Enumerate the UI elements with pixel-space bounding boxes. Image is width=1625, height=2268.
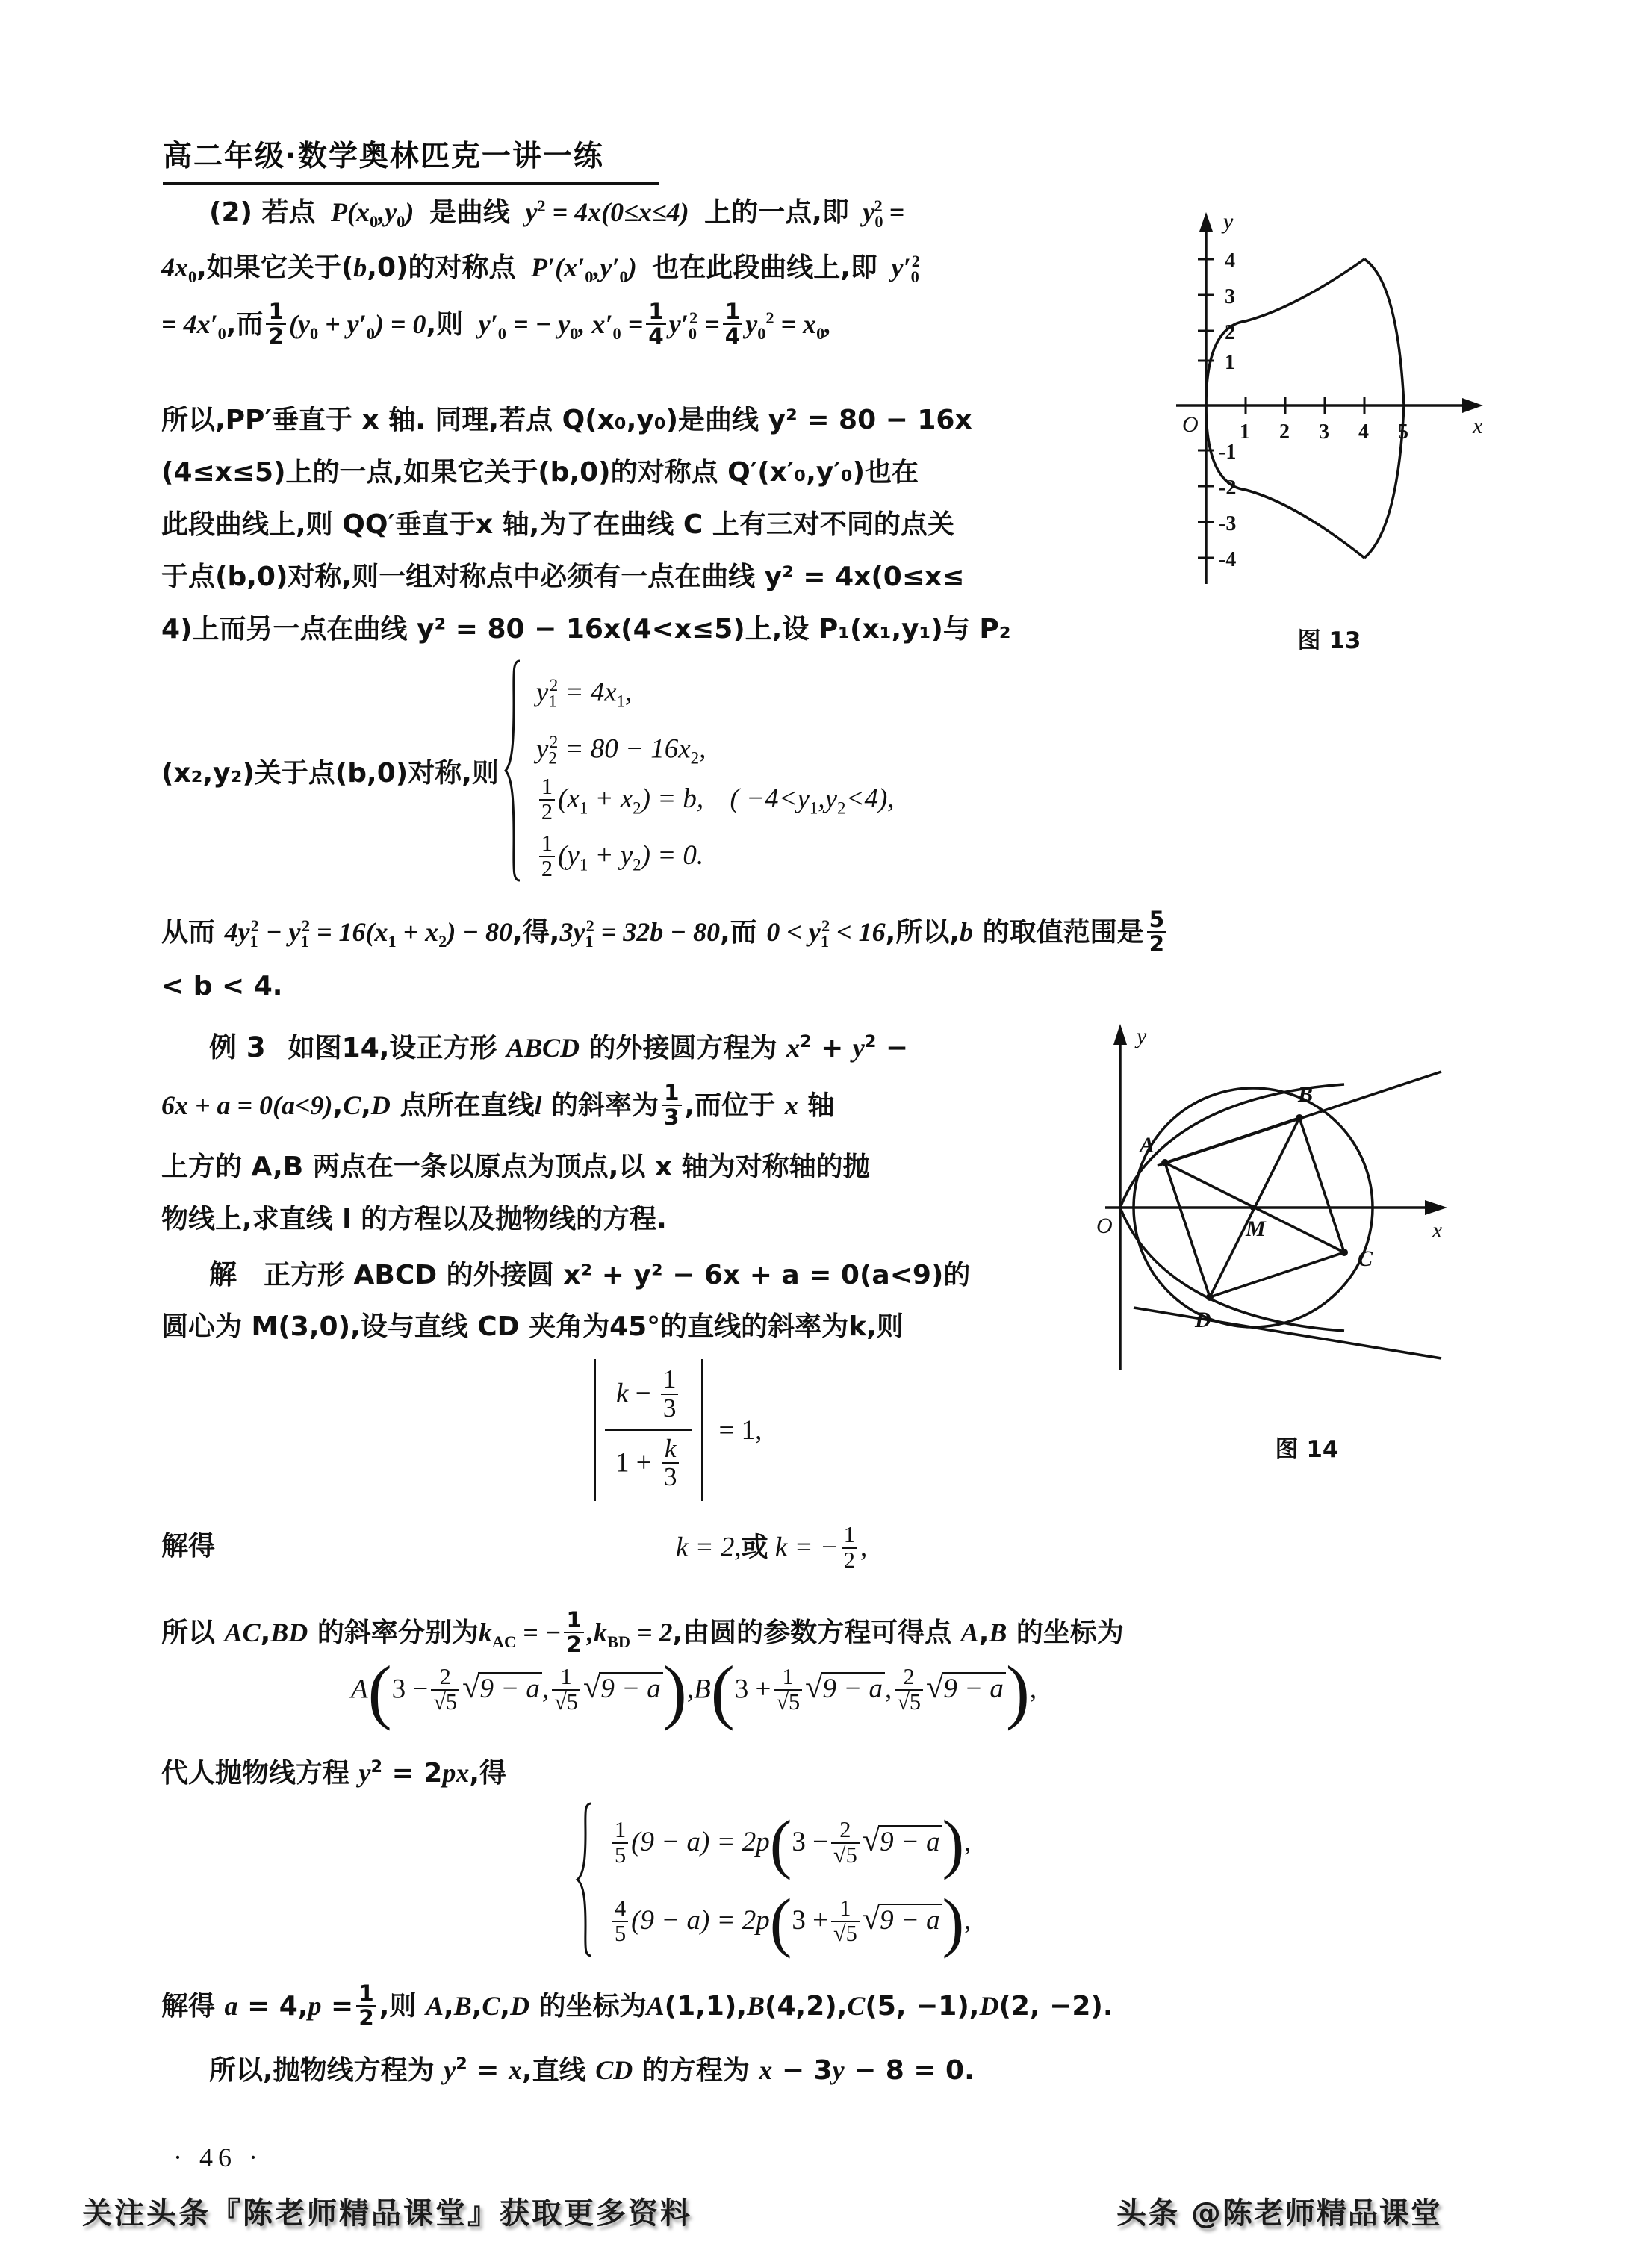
header-title: 高二年级·数学奥林匹克一讲一练 bbox=[163, 140, 604, 173]
svg-text:2: 2 bbox=[1225, 321, 1235, 344]
math-run: k = 2, bbox=[676, 1532, 742, 1563]
paragraph-line: 于点(b,0)对称,则一组对称点中必须有一点在曲线 y² = 4x(0≤x≤ bbox=[161, 562, 965, 592]
svg-text:-3: -3 bbox=[1219, 512, 1237, 535]
math-run: $y_0^2 = x_0$, bbox=[745, 308, 832, 344]
fraction: $\frac{1}{√5}$ bbox=[831, 1897, 860, 1946]
sqrt: √9 − a bbox=[805, 1669, 885, 1706]
nested-fraction bbox=[605, 1364, 692, 1494]
text-run: 也在此段曲线上,即 bbox=[652, 252, 877, 283]
fraction: $\frac{1}{2}$ bbox=[539, 775, 555, 824]
system-rows bbox=[536, 657, 895, 884]
svg-text:x: x bbox=[1473, 414, 1483, 438]
paragraph-line: (4≤x≤5)上的一点,如果它关于(b,0)的对称点 Q′(x′₀,y′₀)也在 bbox=[161, 457, 919, 488]
system-row: $\frac{1}{2}$ $(y_1 + y_2) = 0$. bbox=[536, 827, 895, 884]
text-run: 代人抛物线方程 $y^2 = 2px$,得 bbox=[161, 1757, 507, 1789]
text-run: ,而 bbox=[226, 308, 264, 340]
system-row: $\frac{4}{5}$ (9 − a) = 2p(3 + $\frac{1}{√5}$ √9 − a), bbox=[609, 1880, 971, 1958]
paragraph-line: 此段曲线上,则 QQ′垂直于x 轴,为了在曲线 C 上有三对不同的点关 bbox=[161, 509, 954, 540]
svg-text:4: 4 bbox=[1358, 420, 1369, 444]
paragraph-line bbox=[161, 299, 832, 349]
paragraph-line bbox=[161, 1080, 835, 1131]
paragraph-line: 圆心为 M(3,0),设与直线 CD 夹角为45°的直线的斜率为k,则 bbox=[161, 1311, 904, 1342]
svg-text:y: y bbox=[1137, 1024, 1147, 1048]
left-brace bbox=[575, 1801, 594, 1958]
svg-text:-4: -4 bbox=[1219, 548, 1237, 571]
solve-label: 解得 bbox=[161, 1531, 216, 1562]
svg-text:O: O bbox=[1096, 1214, 1113, 1238]
math-run: 4x bbox=[161, 252, 188, 282]
svg-text:M: M bbox=[1246, 1217, 1266, 1241]
fraction: $\frac{2}{√5}$ bbox=[431, 1665, 459, 1715]
fraction: $\frac{1}{2}$ bbox=[356, 1982, 376, 2030]
fraction-denominator: 1 + $\frac{k}{3}$ bbox=[605, 1429, 692, 1494]
svg-text:-2: -2 bbox=[1219, 476, 1237, 500]
text-run: ,所以,b 的取值范围是 bbox=[885, 916, 1144, 948]
text-run: ,由圆的参数方程可得点 A,B 的坐标为 bbox=[672, 1617, 1124, 1648]
fraction: $\frac{1}{2}$ bbox=[842, 1523, 857, 1573]
paragraph-line: 上方的 A,B 两点在一条以原点为顶点,以 x 轴为对称轴的抛 bbox=[161, 1152, 870, 1182]
text-run: ,而 bbox=[720, 916, 757, 948]
paragraph-line: 所以 AC,BD 的斜率分别为$k_{AC}$ = − $\frac{1}{2}$ $,k_{BD} = 2$,由圆的参数方程可得点 A,B 的坐标为 bbox=[161, 1607, 1124, 1657]
fraction-numerator: k − $\frac{1}{3}$ bbox=[605, 1367, 692, 1429]
figure-14-caption: 图 14 bbox=[1275, 1436, 1339, 1463]
svg-text:3: 3 bbox=[1319, 420, 1329, 444]
fraction: $\frac{1}{2}$ bbox=[539, 832, 555, 881]
fraction: $\frac{1}{4}$ bbox=[723, 300, 743, 348]
fraction: $\frac{5}{2}$ bbox=[1147, 908, 1167, 956]
text-run: (2) 若点 bbox=[209, 197, 316, 228]
svg-text:y: y bbox=[1223, 209, 1234, 234]
header-underline bbox=[163, 182, 659, 185]
equation-system-1 bbox=[161, 657, 895, 884]
svg-text:B: B bbox=[1298, 1082, 1314, 1107]
system-condition: ( $-4<y_1,y_2<4$), bbox=[730, 783, 895, 818]
sqrt: √9 − a bbox=[583, 1669, 663, 1706]
paragraph-line: < b < 4. bbox=[161, 971, 283, 1001]
absolute-value-equation bbox=[594, 1359, 762, 1501]
text-run: 所以,抛物线方程为 $y^2 = x$,直线 CD 的方程为 x − 3y − 8 = 0. bbox=[209, 2054, 975, 2086]
solve-equation: k = 2,或 k = − $\frac{1}{2}$ , bbox=[676, 1522, 868, 1573]
svg-text:1: 1 bbox=[1240, 420, 1250, 444]
fraction: $\frac{2}{√5}$ bbox=[831, 1818, 860, 1868]
fraction: $\frac{1}{2}$ bbox=[564, 1609, 584, 1656]
paragraph-line: $4x_0$,如果它关于(b,0)的对称点 $P'(x'_0,y'_0)$ 也在此段曲线上,即 $y'_0^2$ bbox=[161, 246, 925, 287]
text-run: 上的一点,即 bbox=[704, 197, 849, 228]
paragraph-line: 4)上而另一点在曲线 y² = 80 − 16x(4<x≤5)上,设 P₁(x₁,y₁)与 P₂ bbox=[161, 614, 1011, 644]
text-run: ,而位于 x 轴 bbox=[684, 1090, 835, 1121]
sqrt: √9 − a bbox=[863, 1801, 942, 1881]
paragraph-line: 所以,PP′垂直于 x 轴. 同理,若点 Q(x₀,y₀)是曲线 y² = 80 − 16x bbox=[161, 405, 972, 435]
solution-line bbox=[209, 1252, 970, 1292]
solution-label: 解 bbox=[209, 1258, 237, 1290]
example-label: 例 3 bbox=[209, 1031, 266, 1063]
point-label-b: B bbox=[694, 1674, 711, 1705]
svg-text:A: A bbox=[1140, 1133, 1155, 1158]
abs-bar-left bbox=[594, 1359, 596, 1501]
fraction: $\frac{1}{√5}$ bbox=[552, 1665, 580, 1715]
text-run: 3 − bbox=[391, 1674, 429, 1705]
text-run: 如图14,设正方形 ABCD 的外接圆方程为 $x^2 + y^2$ − bbox=[288, 1032, 909, 1063]
example-3-line bbox=[209, 1025, 908, 1065]
text-run: 解得 a = 4,p = bbox=[161, 1990, 354, 2022]
sqrt: √9 − a bbox=[863, 1880, 942, 1960]
math-run: $4y_1^2 - y_1^2 = 16(x_1 + x_2) - 80$ bbox=[224, 916, 513, 951]
svg-text:-1: -1 bbox=[1219, 441, 1237, 464]
equation-rhs: = 1, bbox=[718, 1414, 762, 1446]
fraction: $\frac{1}{√5}$ bbox=[774, 1665, 802, 1715]
figure-14-diagram bbox=[1068, 1004, 1546, 1423]
fraction: $\frac{1}{2}$ bbox=[266, 300, 286, 348]
paragraph-line: 物线上,求直线 l 的方程以及抛物线的方程. bbox=[161, 1204, 667, 1234]
math-run: $y^2 = 4x(0\le x\le 4)$ bbox=[525, 196, 689, 227]
math-run: 6x + a = 0(a<9) bbox=[161, 1090, 333, 1120]
paragraph-line bbox=[161, 907, 1169, 957]
svg-text:1: 1 bbox=[1225, 351, 1235, 374]
fraction: $\frac{1}{5}$ bbox=[612, 1818, 628, 1868]
text-run: ,如果它关于(b,0)的对称点 bbox=[196, 252, 516, 283]
fraction: $\frac{2}{√5}$ bbox=[895, 1665, 923, 1715]
text-run: 是曲线 bbox=[429, 197, 510, 228]
math-run: $y'_0$ = − $y_0$, $x'_0$ = bbox=[478, 308, 644, 344]
figure-13 bbox=[1135, 196, 1523, 659]
svg-text:x: x bbox=[1432, 1218, 1443, 1243]
page-header bbox=[163, 133, 1432, 180]
paragraph-line bbox=[209, 2049, 975, 2087]
ab-coordinates: A(3 − $\frac{2}{√5}$ √9 − a, $\frac{1}{√5}$ √9 − a),B(3 + $\frac{1}{√5}$ √9 − a, $\frac{2}{√5}$ √9 − a), bbox=[351, 1650, 1037, 1731]
left-brace bbox=[503, 659, 523, 883]
system-row: $\frac{1}{2}$ $(x_1 + x_2) = b$, ( $-4<y_1,y_2<4$), bbox=[536, 771, 895, 827]
svg-text:4: 4 bbox=[1225, 249, 1235, 273]
math-run: $0 < y_1^2 < 16$ bbox=[766, 916, 886, 951]
math-run: $y'_0^2$ = bbox=[668, 308, 720, 344]
figure-14 bbox=[1068, 1004, 1546, 1482]
fraction: $\frac{1}{4}$ bbox=[646, 300, 666, 348]
page-number: · 46 · bbox=[173, 2143, 263, 2172]
watermark-left: 关注头条『陈老师精品课堂』获取更多资料 bbox=[82, 2196, 692, 2231]
svg-text:5: 5 bbox=[1398, 420, 1408, 444]
math-run: $y_0^2$ = bbox=[863, 196, 905, 232]
text-run: ,得, bbox=[512, 916, 560, 948]
sqrt: √9 − a bbox=[462, 1669, 542, 1706]
text-run: ,则 A,B,C,D 的坐标为A(1,1),B(4,2),C(5, −1),D(2, −2). bbox=[379, 1990, 1113, 2022]
paragraph-line bbox=[209, 191, 909, 232]
paragraph-line bbox=[161, 1980, 1113, 2031]
math-run: = $4x'_0$ bbox=[161, 308, 226, 344]
svg-text:C: C bbox=[1358, 1246, 1373, 1271]
paragraph-line bbox=[161, 1752, 506, 1790]
system-row: $y_2^2 = 80 - 16x_2$, bbox=[535, 733, 706, 768]
system-row: $y_1^2 = 4x_1$, bbox=[535, 676, 633, 711]
math-run: $P'(x'_0,y'_0)$ bbox=[531, 252, 637, 287]
system-lead: (x₂,y₂)关于点(b,0)对称,则 bbox=[161, 757, 499, 789]
math-run: k = − bbox=[768, 1532, 839, 1563]
watermark-right: 头条 @陈老师精品课堂 bbox=[1116, 2196, 1442, 2231]
point-label-a: A bbox=[351, 1674, 368, 1705]
math-run: $P(x_0,y_0)$ bbox=[331, 197, 414, 232]
math-run: $y'_0^2$ bbox=[891, 252, 920, 287]
svg-text:2: 2 bbox=[1279, 420, 1290, 444]
svg-text:3: 3 bbox=[1225, 285, 1235, 308]
text-run: 从而 bbox=[161, 916, 216, 948]
system-row: $\frac{1}{5}$ (9 − a) = 2p(3 − $\frac{2}{√5}$ √9 − a), bbox=[609, 1801, 971, 1880]
text-run: ,C,D 点所在直线l 的斜率为 bbox=[332, 1090, 659, 1121]
fraction: $\frac{1}{3}$ bbox=[662, 1081, 682, 1129]
figure-13-caption: 图 13 bbox=[1297, 627, 1361, 654]
text-run: 正方形 ABCD 的外接圆 x² + y² − 6x + a = 0(a<9)的 bbox=[264, 1260, 971, 1290]
text-run: ,则 bbox=[426, 308, 464, 340]
svg-text:O: O bbox=[1182, 412, 1199, 437]
text-run: 所以 AC,BD 的斜率分别为 bbox=[161, 1617, 479, 1648]
system-rows bbox=[609, 1801, 971, 1958]
math-run: $(y_0 + y'_0) = 0$ bbox=[289, 308, 426, 344]
fraction: $\frac{4}{5}$ bbox=[612, 1897, 628, 1946]
sqrt: √9 − a bbox=[926, 1669, 1006, 1706]
figure-13-graph bbox=[1135, 196, 1523, 614]
svg-text:D: D bbox=[1195, 1308, 1211, 1332]
equation-system-2 bbox=[575, 1801, 971, 1958]
math-run: $3y_1^2 = 32b - 80$ bbox=[559, 916, 721, 951]
